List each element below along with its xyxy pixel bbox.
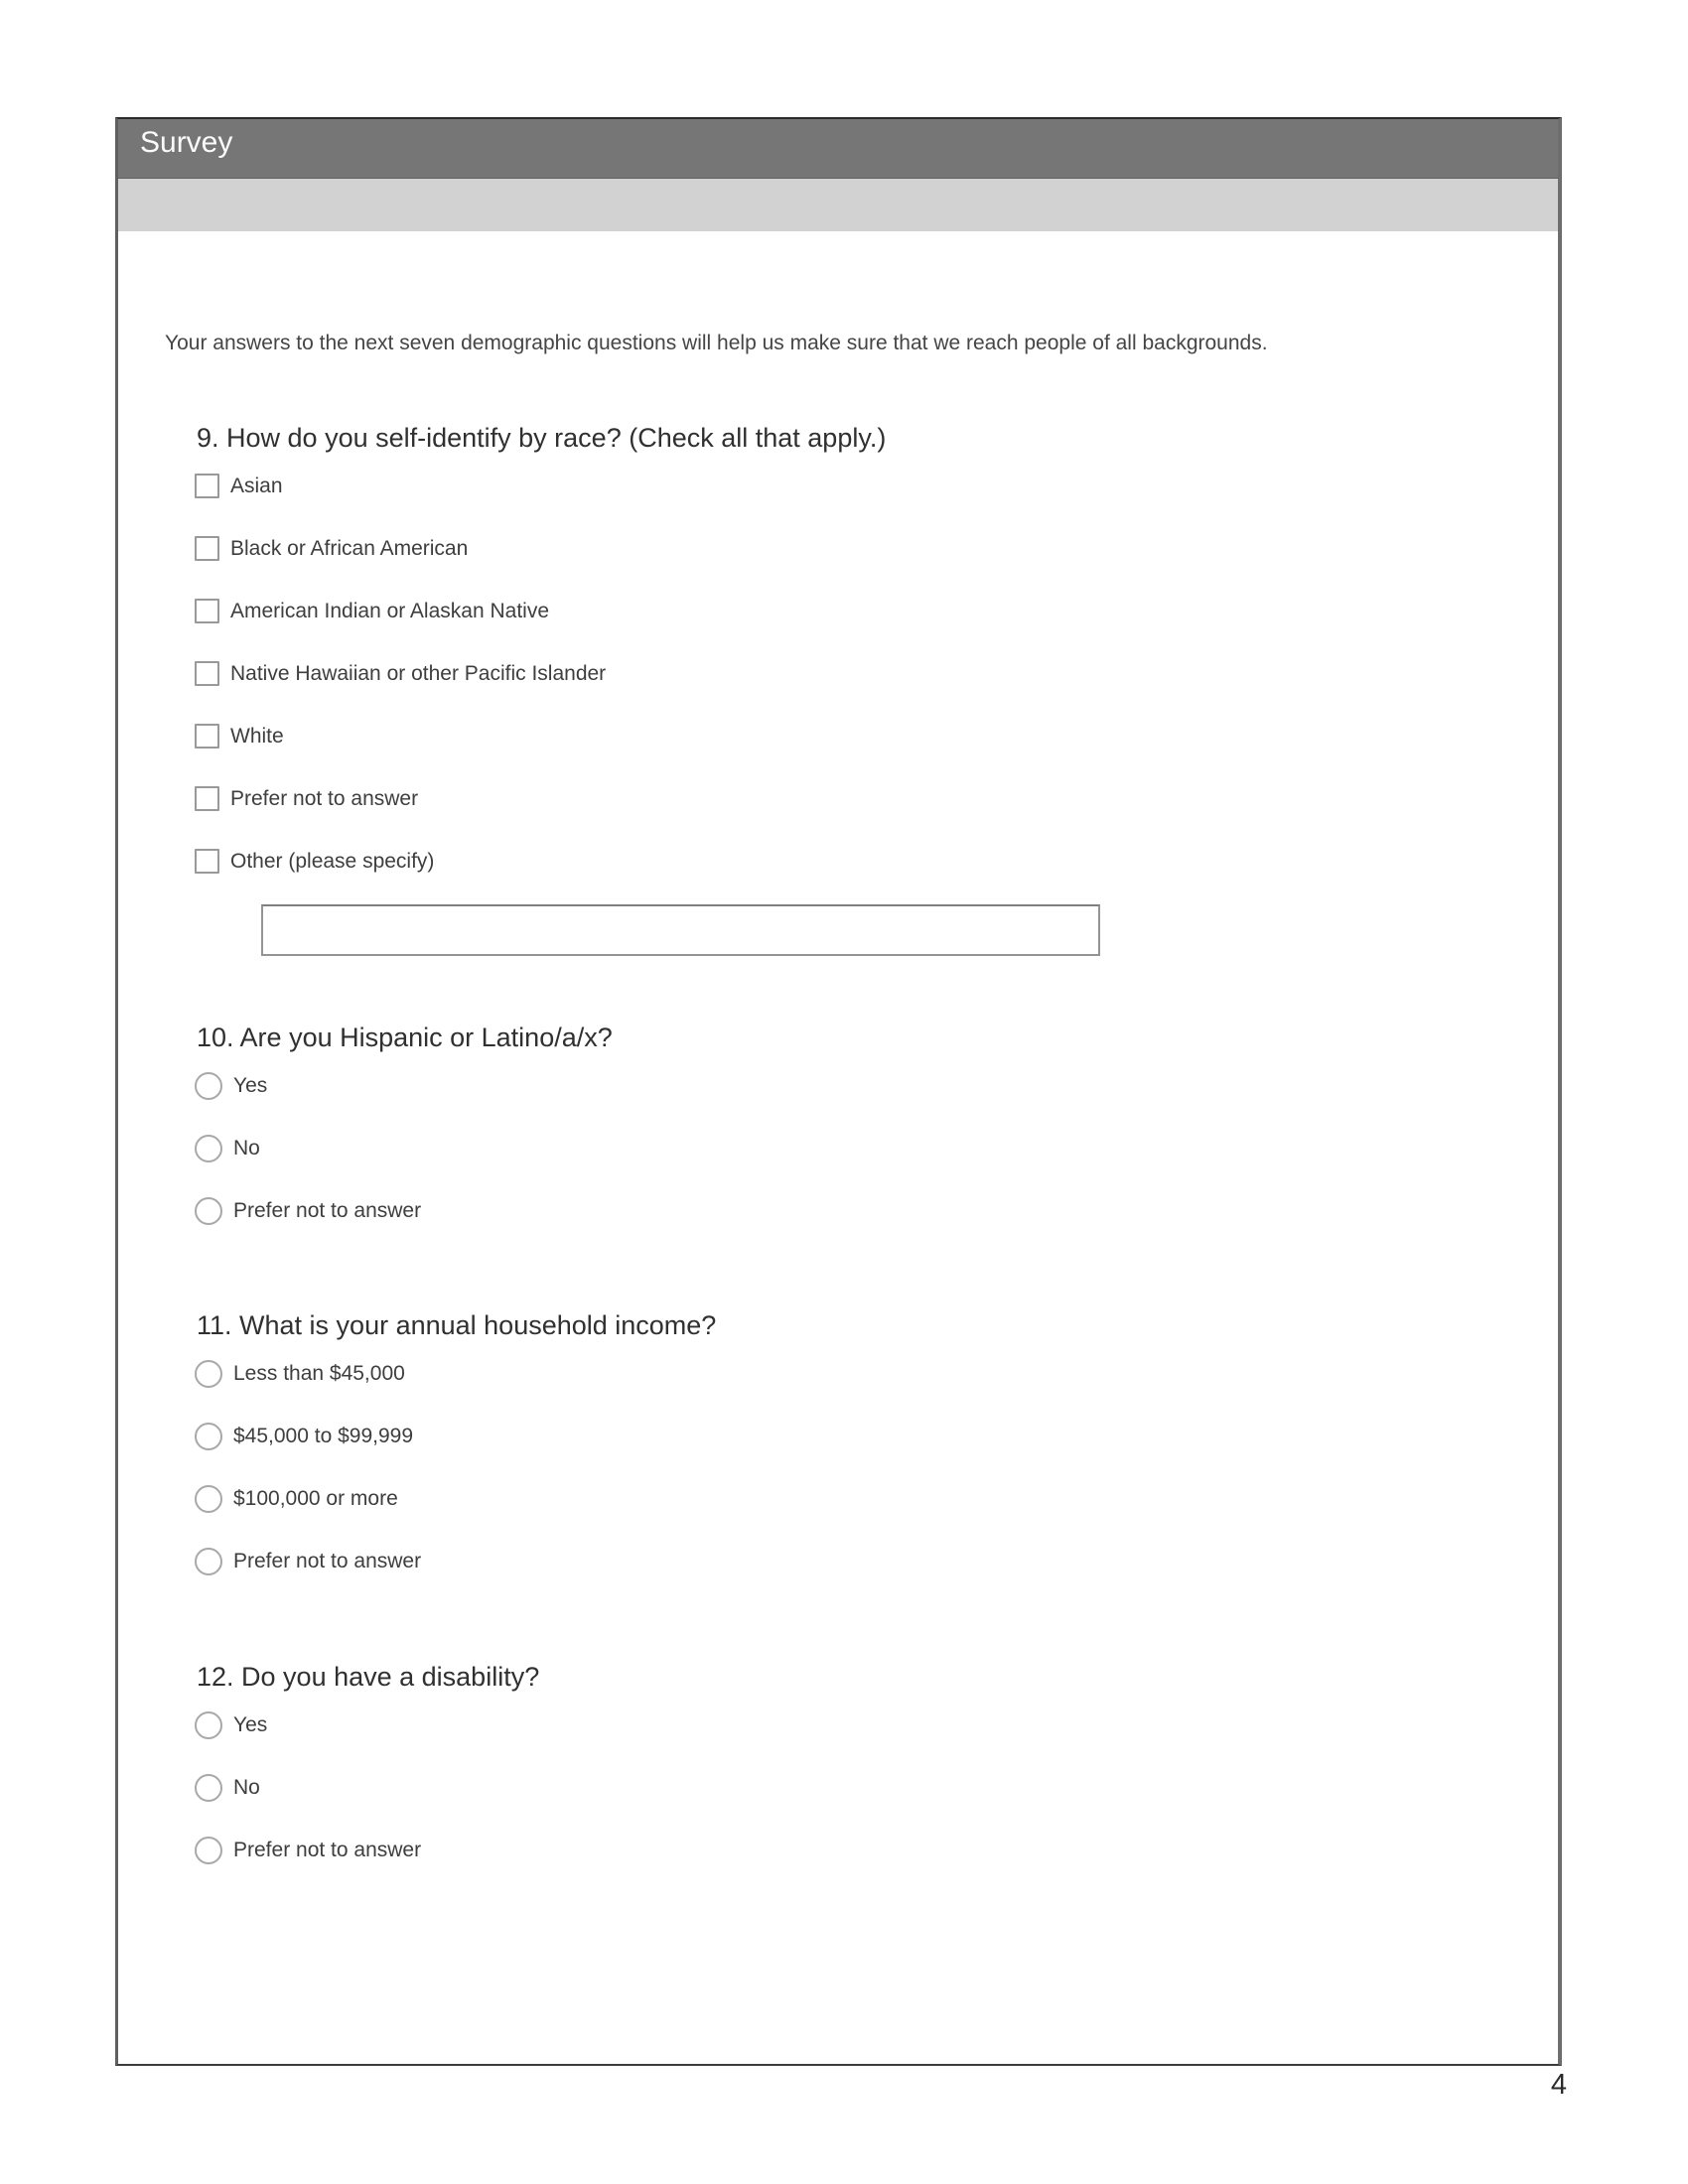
checkbox-option-row: [195, 580, 1558, 642]
question-title: 10. Are you Hispanic or Latino/a/x?: [197, 1023, 613, 1052]
radio-icon[interactable]: [195, 1072, 222, 1100]
question-title: 9. How do you self-identify by race? (Check all that apply.): [197, 423, 887, 453]
radio-icon[interactable]: [195, 1774, 222, 1802]
radio-option-row: [195, 1405, 1558, 1467]
option-label: No: [233, 1775, 260, 1799]
checkbox-option-row: [195, 830, 1558, 892]
survey-page: [115, 117, 1562, 2066]
radio-icon[interactable]: [195, 1548, 222, 1575]
radio-icon[interactable]: [195, 1711, 222, 1739]
radio-option-row: [195, 1756, 1558, 1819]
option-label: Prefer not to answer: [233, 1549, 422, 1572]
question-12: [118, 1660, 1558, 1881]
checkbox-option-row: [195, 455, 1558, 517]
option-label: No: [233, 1136, 260, 1160]
radio-icon[interactable]: [195, 1423, 222, 1450]
radio-option-row: [195, 1054, 1558, 1117]
checkbox-option-row: [195, 642, 1558, 705]
option-label: $100,000 or more: [233, 1486, 398, 1510]
checkbox-icon[interactable]: [195, 474, 219, 498]
question-9: [118, 421, 1558, 956]
page-title: Survey: [140, 126, 233, 159]
checkbox-icon[interactable]: [195, 536, 219, 561]
radio-option-row: [195, 1530, 1558, 1592]
option-label: Black or African American: [230, 536, 469, 560]
page-number: 4: [1550, 2069, 1567, 2101]
option-label: Prefer not to answer: [230, 786, 419, 810]
option-label: Prefer not to answer: [233, 1198, 422, 1222]
option-label: Yes: [233, 1712, 268, 1736]
checkbox-icon[interactable]: [195, 661, 219, 686]
option-label: Yes: [233, 1073, 268, 1097]
radio-option-row: [195, 1819, 1558, 1881]
questions-container: [118, 421, 1558, 1881]
radio-option-row: [195, 1179, 1558, 1242]
subheader-bar: [118, 179, 1558, 231]
radio-option-row: [195, 1694, 1558, 1756]
option-label: Asian: [230, 474, 283, 497]
survey-header-bar: [118, 119, 1558, 179]
option-label: White: [230, 724, 284, 748]
option-label: Less than $45,000: [233, 1361, 405, 1385]
question-title: 11. What is your annual household income?: [197, 1310, 717, 1340]
radio-icon[interactable]: [195, 1197, 222, 1225]
radio-icon[interactable]: [195, 1135, 222, 1162]
checkbox-icon[interactable]: [195, 786, 219, 811]
question-title: 12. Do you have a disability?: [197, 1662, 540, 1692]
question-10: [118, 1021, 1558, 1242]
option-label: $45,000 to $99,999: [233, 1424, 414, 1447]
question-11: [118, 1308, 1558, 1592]
radio-icon[interactable]: [195, 1360, 222, 1388]
checkbox-option-row: [195, 517, 1558, 580]
option-label: Native Hawaiian or other Pacific Islander: [230, 661, 607, 685]
checkbox-icon[interactable]: [195, 849, 219, 874]
option-label: Other (please specify): [230, 849, 435, 873]
checkbox-option-row: [195, 767, 1558, 830]
option-label: American Indian or Alaskan Native: [230, 599, 549, 622]
radio-option-row: [195, 1467, 1558, 1530]
checkbox-option-row: [195, 705, 1558, 767]
radio-icon[interactable]: [195, 1837, 222, 1864]
other-specify-input[interactable]: [261, 904, 1100, 956]
option-label: Prefer not to answer: [233, 1838, 422, 1861]
intro-text: Your answers to the next seven demographic questions will help us make sure that we reach people of all backgrounds.: [165, 332, 1268, 354]
checkbox-icon[interactable]: [195, 724, 219, 749]
radio-option-row: [195, 1342, 1558, 1405]
checkbox-icon[interactable]: [195, 599, 219, 623]
radio-icon[interactable]: [195, 1485, 222, 1513]
radio-option-row: [195, 1117, 1558, 1179]
